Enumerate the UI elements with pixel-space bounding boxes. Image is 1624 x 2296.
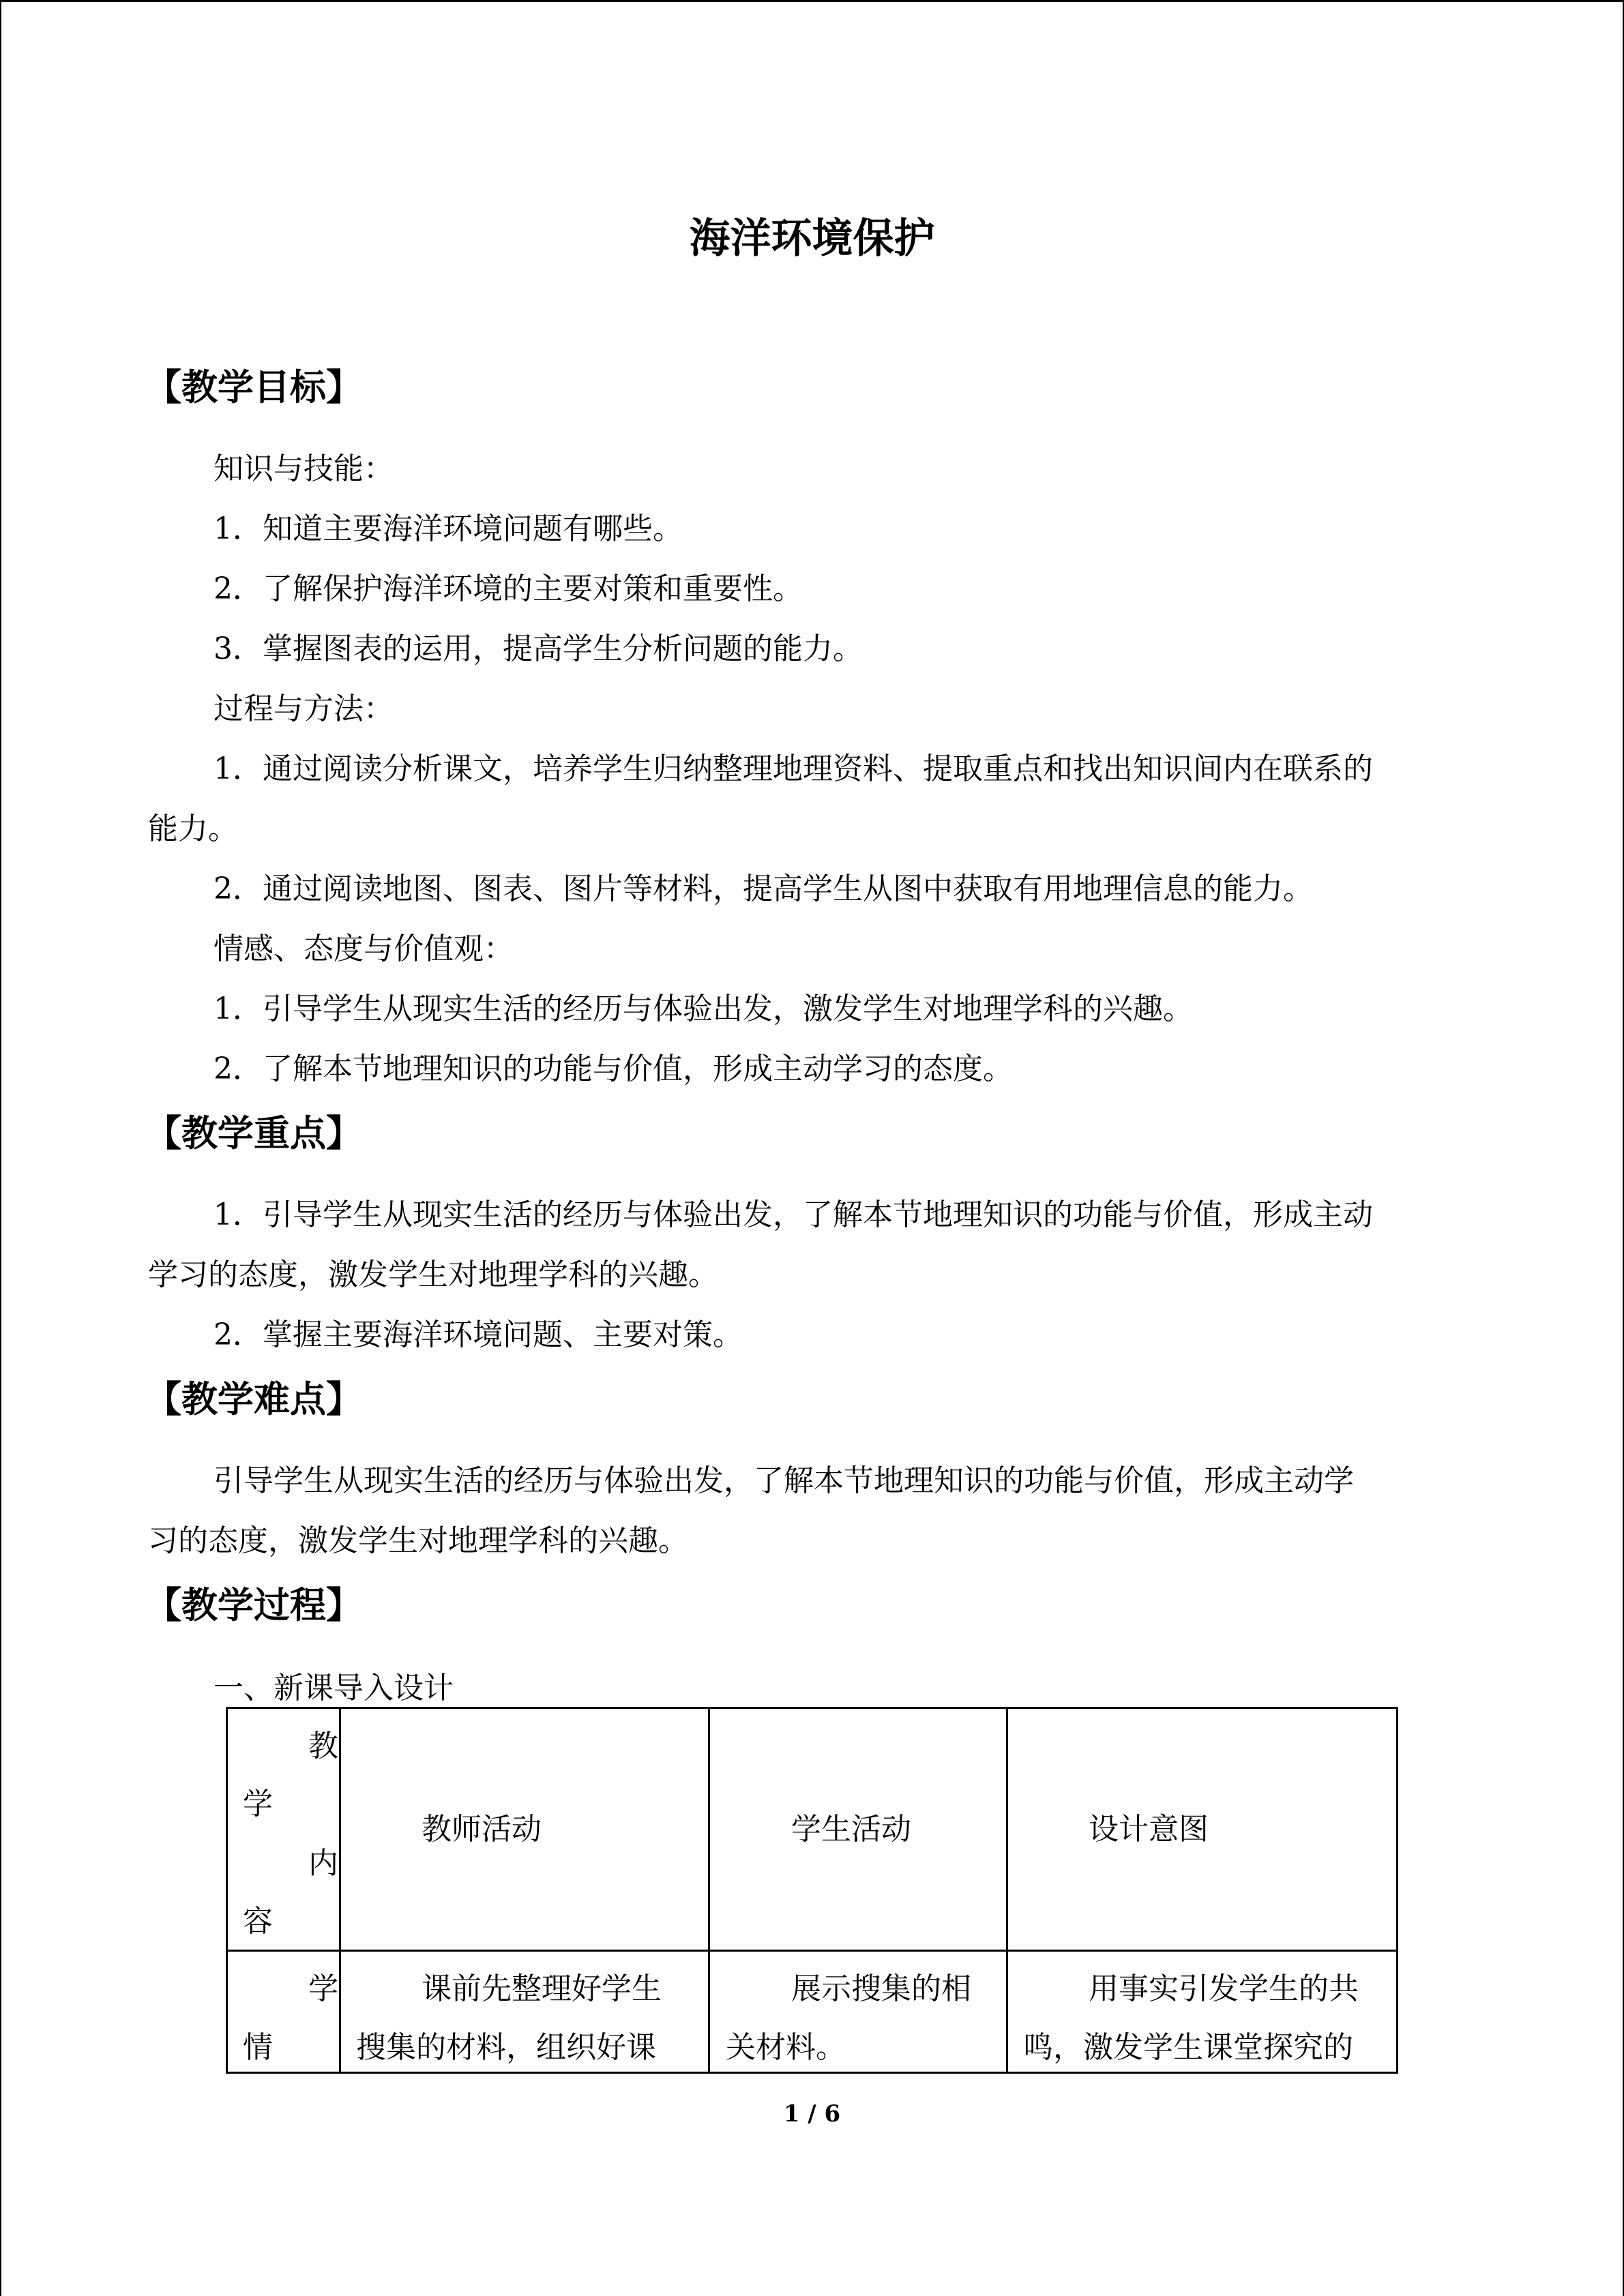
table-border-bottom bbox=[226, 2072, 1398, 2074]
key-point-continuation: 学习的态度，激发学生对地理学科的兴趣。 bbox=[148, 1257, 718, 1292]
lesson-table bbox=[226, 1707, 1398, 2074]
process-item: 2．通过阅读地图、图表、图片等材料，提高学生从图中获取有用地理信息的能力。 bbox=[213, 871, 1313, 906]
attitude-item: 2．了解本节地理知识的功能与价值，形成主动学习的态度。 bbox=[213, 1052, 1013, 1086]
row-content-char: 情 bbox=[243, 2030, 273, 2065]
knowledge-item: 3．掌握图表的运用，提高学生分析问题的能力。 bbox=[213, 631, 863, 666]
process-item: 1．通过阅读分析课文，培养学生归纳整理地理资料、提取重点和找出知识间内在联系的 bbox=[213, 751, 1373, 786]
header-student-activity: 学生活动 bbox=[791, 1812, 911, 1847]
knowledge-item: 1．知道主要海洋环境问题有哪些。 bbox=[213, 511, 683, 546]
process-subheading: 一、新课导入设计 bbox=[213, 1671, 454, 1705]
process-item-continuation: 能力。 bbox=[148, 811, 238, 846]
row-teacher-text: 课前先整理好学生 bbox=[422, 1971, 662, 2006]
table-col-divider bbox=[1006, 1707, 1008, 2074]
section-heading-objectives: 【教学目标】 bbox=[145, 366, 362, 408]
document-title: 海洋环境保护 bbox=[689, 215, 935, 263]
difficulty-continuation: 习的态度，激发学生对地理学科的兴趣。 bbox=[148, 1523, 688, 1558]
header-teacher-activity: 教师活动 bbox=[422, 1812, 542, 1847]
key-point-item: 2．掌握主要海洋环境问题、主要对策。 bbox=[213, 1317, 743, 1352]
attitude-item: 1．引导学生从现实生活的经历与体验出发，激发学生对地理学科的兴趣。 bbox=[213, 992, 1193, 1026]
knowledge-item: 2．了解保护海洋环境的主要对策和重要性。 bbox=[213, 571, 803, 606]
row-student-text: 展示搜集的相 bbox=[791, 1971, 971, 2006]
header-content-char: 内 bbox=[308, 1846, 338, 1881]
table-border-right bbox=[1396, 1707, 1398, 2074]
header-content-char: 教 bbox=[308, 1729, 338, 1763]
section-heading-difficulties: 【教学难点】 bbox=[145, 1378, 362, 1420]
process-label: 过程与方法： bbox=[213, 691, 394, 726]
page-number: 1 / 6 bbox=[783, 2100, 841, 2128]
row-intent-text: 鸣，激发学生课堂探究的 bbox=[1023, 2030, 1353, 2065]
table-col-divider bbox=[339, 1707, 341, 2074]
section-heading-key-points: 【教学重点】 bbox=[145, 1112, 362, 1154]
row-student-text: 关材料。 bbox=[726, 2030, 846, 2065]
table-border-left bbox=[226, 1707, 228, 2074]
row-intent-text: 用事实引发学生的共 bbox=[1089, 1971, 1359, 2006]
attitude-label: 情感、态度与价值观： bbox=[213, 931, 514, 966]
difficulty-text: 引导学生从现实生活的经历与体验出发，了解本节地理知识的功能与价值，形成主动学 bbox=[213, 1463, 1354, 1498]
table-col-divider bbox=[708, 1707, 710, 2074]
table-border-top bbox=[226, 1707, 1398, 1709]
section-heading-process: 【教学过程】 bbox=[145, 1584, 362, 1626]
row-teacher-text: 搜集的材料，组织好课 bbox=[356, 2030, 656, 2065]
row-content-char: 学 bbox=[308, 1971, 338, 2006]
header-content-char: 容 bbox=[243, 1904, 273, 1939]
header-content-char: 学 bbox=[243, 1787, 273, 1821]
key-point-item: 1．引导学生从现实生活的经历与体验出发，了解本节地理知识的功能与价值，形成主动 bbox=[213, 1197, 1373, 1232]
table-row-divider bbox=[226, 1950, 1398, 1952]
header-design-intent: 设计意图 bbox=[1089, 1812, 1209, 1847]
knowledge-label: 知识与技能： bbox=[213, 451, 394, 486]
